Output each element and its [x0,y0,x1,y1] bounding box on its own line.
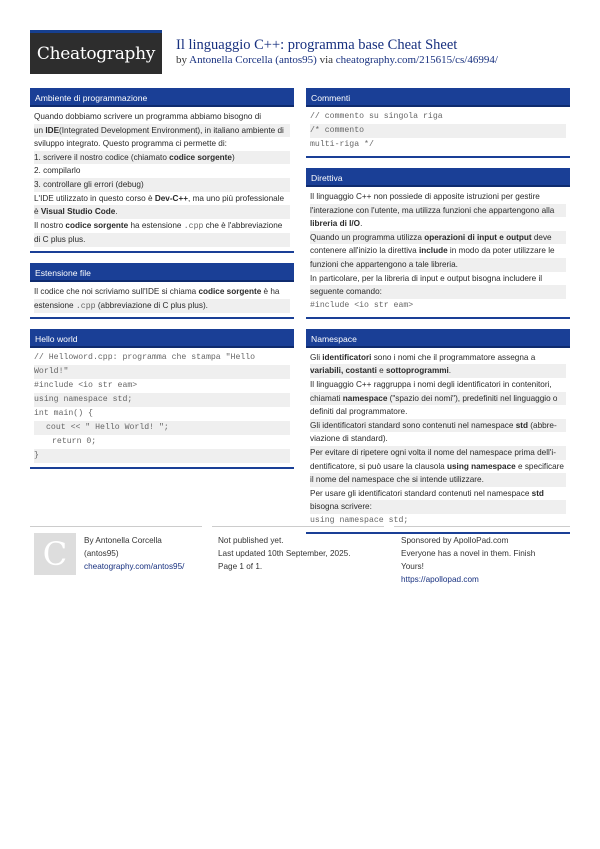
right-column [306,88,570,544]
text-line: Per evitare di ripetere ogni volta il nome del namespace prima dell'i- [310,446,566,460]
section-body [30,107,294,251]
sponsor-tagline: Yours! [401,562,424,571]
code-line: using namespace std; [34,393,290,407]
section-ambiente [30,88,294,253]
text-line: dentificatore, si può usare la clausola using namespace e specificare [310,461,564,471]
section-title: Commenti [306,88,570,107]
text-line: contenere all'inizio la direttiva include in modo da poter utilizzare le [310,246,555,256]
left-column [30,88,294,479]
text-line: seguente comando: [310,285,566,299]
section-title: Estensione file [30,263,294,282]
footer-meta [218,534,350,573]
footer-author [84,534,184,573]
section-title: Hello world [30,329,294,348]
section-namespace [306,329,570,534]
text-line: è Visual Studio Code. [34,205,290,219]
text-line: Per usare gli identificatori standard contenuti nel namespace std [310,488,544,498]
text-line: sviluppo integrato. Questo programma ci permette di: [34,139,227,149]
section-body [306,348,570,532]
code-line: using namespace std; [310,515,409,525]
sponsor-line: Sponsored by ApolloPad.com [401,536,509,545]
sheet-url-link[interactable]: cheatography.com/215615/cs/46994/ [335,54,498,66]
section-title: Ambiente di programmazione [30,88,294,107]
author-profile-link[interactable]: cheatography.com/antos95/ [84,562,185,571]
author-avatar[interactable] [34,533,76,575]
avatar-letter: C [42,535,68,573]
section-body [306,187,570,317]
text-line: estensione .cpp (abbreviazione di C plus plus). [34,299,290,314]
code-line: #include <io str eam> [34,381,138,391]
code-line: } [34,449,290,463]
page-title: Il linguaggio C++: programma base Cheat Sheet [176,37,458,53]
text-line: libreria di I/O. [310,219,363,229]
text-line: definiti dal programmatore. [310,407,408,417]
text-line: Quando dobbiamo scrivere un programma abbiamo bisogno di [34,112,262,121]
code-line: return 0; [52,437,97,447]
footer-divider [30,526,202,527]
code-line: World!" [34,365,290,379]
logo-text: Cheatography [36,43,156,64]
cheatography-logo[interactable] [30,30,162,74]
section-body [30,282,294,317]
text-line: Gli identificatori sono i nomi che il programmatore assegna a [310,352,536,362]
footer-handle: (antos95) [84,549,119,558]
section-hello-world [30,329,294,469]
text-line: 3. controllare gli errori (debug) [34,178,290,192]
text-line: variabili, costanti e sottoprogrammi. [310,364,566,378]
text-line: Il linguaggio C++ raggruppa i nomi degli identificatori in contenitori, [310,379,552,389]
footer-author-line: By Antonella Corcella [84,536,162,545]
code-line: // Helloword.cpp: programma che stampa "Hello [34,353,256,363]
section-title: Direttiva [306,168,570,187]
section-direttiva [306,168,570,319]
text-line: chiamati namespace ("spazio dei nomi"), predefiniti nel linguaggio o [310,392,566,406]
by-prefix: by [176,54,190,66]
published-status: Not published yet. [218,536,284,545]
last-updated: Last updated 10th September, 2025. [218,549,351,558]
sponsor-url-link[interactable]: https://apollopad.com [401,575,479,584]
code-line: // commento su singola riga [310,112,443,121]
text-line: l'interazione con l'utente, ma utilizza funzioni che appartengono alla [310,204,566,218]
via-text: via [316,54,336,66]
text-line: Il linguaggio C++ non possiede di apposite istruzioni per gestire [310,192,540,201]
section-title: Namespace [306,329,570,348]
footer-divider [394,526,570,527]
byline [176,54,498,66]
text-line: In particolare, per la libreria di input e output bisogna includere il [310,273,543,283]
code-block [30,348,294,467]
text-line: viazione di standard). [310,434,388,444]
sponsor-name[interactable]: ApolloPad.com [453,536,509,545]
text-line: Quando un programma utilizza operazioni di input e output deve [310,231,566,245]
code-line: cout << " Hello World! "; [34,421,290,435]
code-line: #include <io str eam> [310,300,414,310]
text-line: Il nostro codice sorgente ha estensione .cpp che è l'abbreviazione [34,220,283,231]
author-link[interactable]: Antonella Corcella (antos95) [189,54,317,66]
sponsor-tagline: Everyone has a novel in them. Finish [401,549,536,558]
text-line: 1. scrivere il nostro codice (chiamato codice sorgente) [34,151,290,165]
text-line: di C plus plus. [34,233,290,247]
section-estensione [30,263,294,319]
page-number: Page 1 of 1. [218,562,263,571]
footer-sponsor [401,534,535,586]
text-line: il nome del namespace che si intende utilizzare. [310,473,566,487]
text-line: Il codice che noi scriviamo sull'IDE si chiama codice sorgente è ha [34,286,280,296]
code-line: int main() { [34,409,93,419]
text-line: un IDE(Integrated Development Environment), in italiano ambiente di [34,124,290,138]
text-line: bisogna scrivere: [310,500,566,514]
code-line: /* commento [310,124,566,138]
code-line: multi-riga */ [310,140,374,149]
section-commenti [306,88,570,158]
code-block [306,107,570,156]
text-line: funzioni che appartengono a tale libreria. [310,258,566,272]
footer-divider [212,526,384,527]
text-line: 2. compilarlo [34,166,81,176]
text-line: L'IDE utilizzato in questo corso è Dev-C++, ma uno più professionale [34,193,285,203]
text-line: Gli identificatori standard sono contenuti nel namespace std (abbre- [310,419,566,433]
